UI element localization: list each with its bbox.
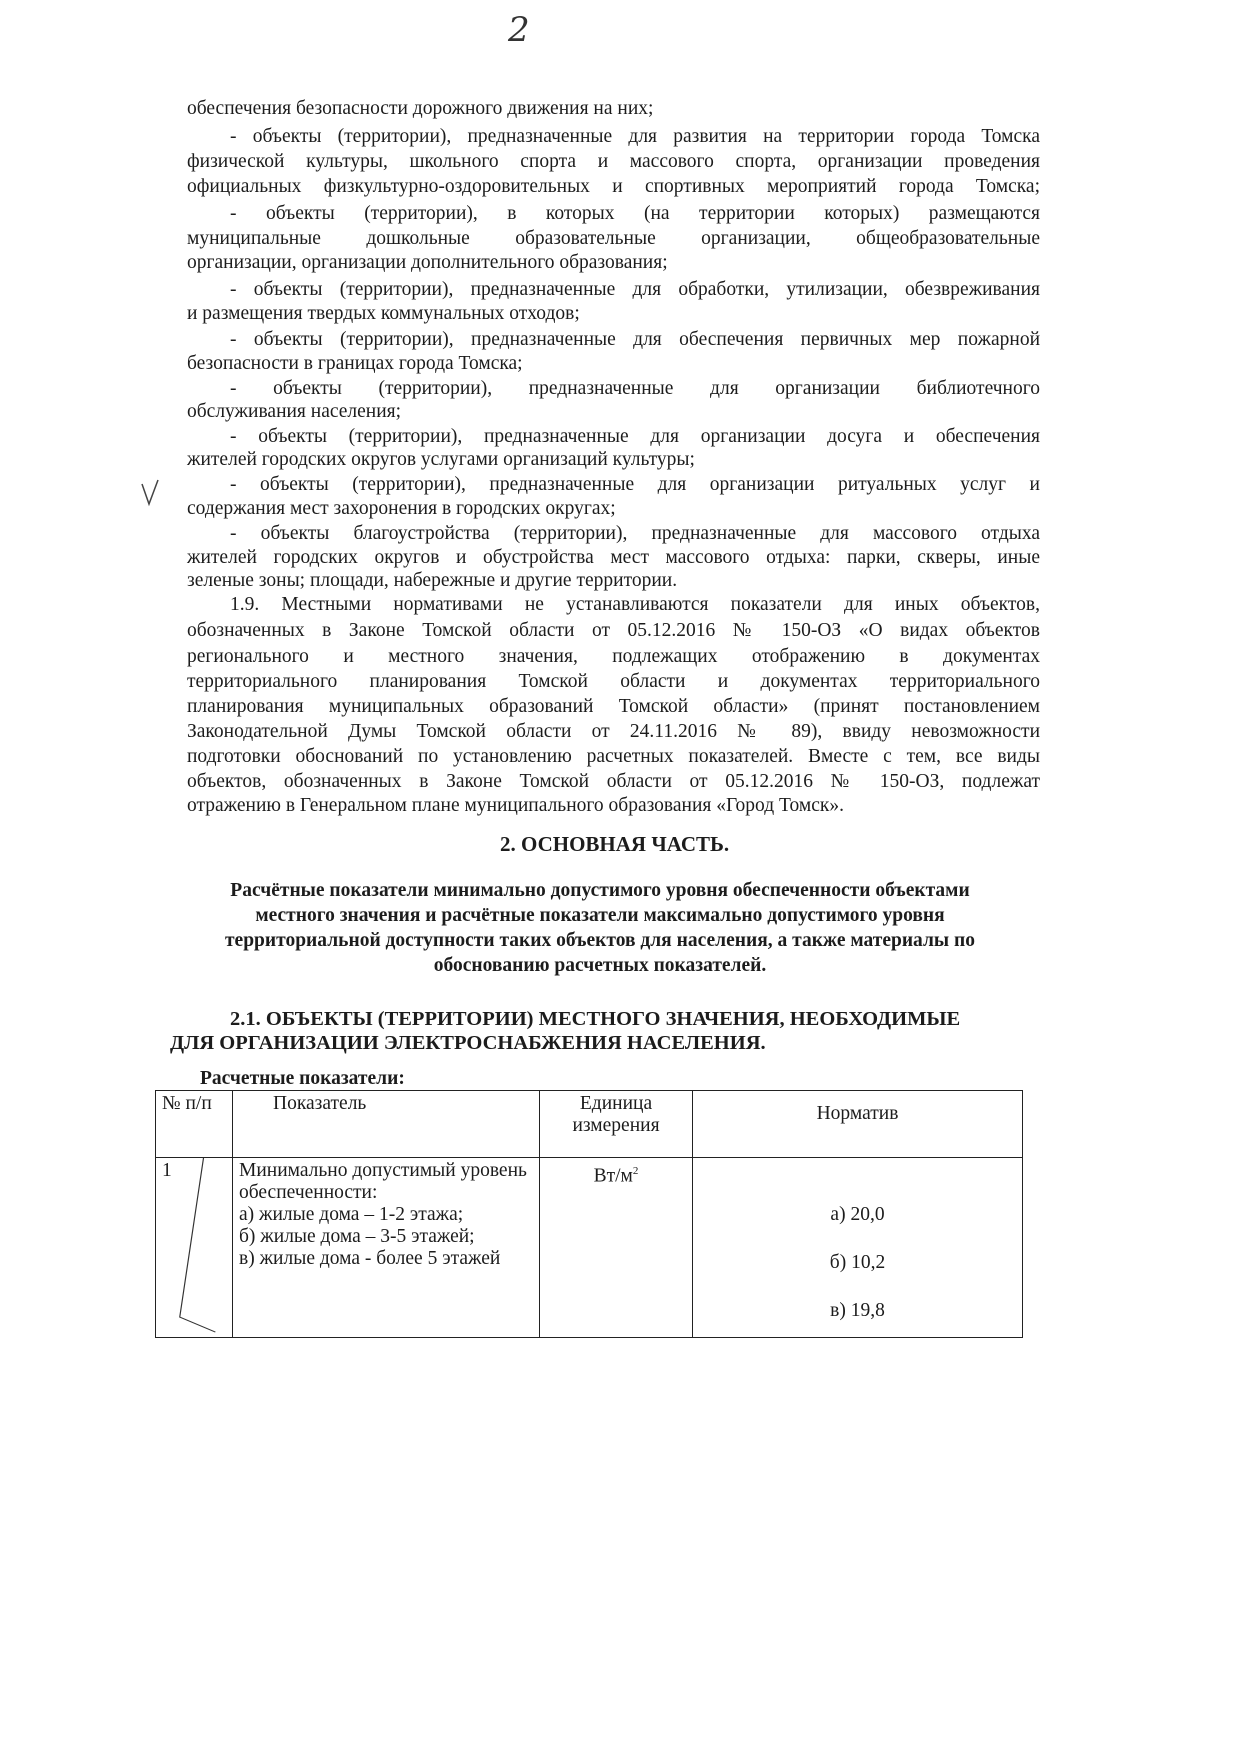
table-caption: Расчетные показатели:	[200, 1068, 405, 1089]
body-line: обслуживания населения;	[187, 401, 402, 422]
body-line: планирования муниципальных образований Томской области» (принят постановлением	[187, 696, 1040, 717]
body-line: безопасности в границах города Томска;	[187, 353, 523, 374]
body-line: официальных физкультурно-оздоровительных и спортивных мероприятий города Томска;	[187, 176, 1040, 197]
row-number	[156, 1158, 233, 1338]
body-line: - объекты (территории), предназначенные для обработки, утилизации, обезвреживания	[230, 279, 1040, 300]
checkmark-icon	[140, 478, 160, 508]
indicator-c: в) жилые дома - более 5 этажей	[239, 1248, 501, 1269]
body-line: обеспечения безопасности дорожного движения на них;	[187, 98, 654, 119]
value-c: в) 19,8	[830, 1300, 885, 1321]
body-line: Законодательной Думы Томской области от 24.11.2016 № 89), ввиду невозможности	[187, 721, 1040, 742]
body-line: - объекты (территории), предназначенные для развития на территории города Томска	[230, 126, 1040, 147]
body-line: зеленые зоны; площади, набережные и другие территории.	[187, 570, 678, 591]
body-line: организации, организации дополнительного образования;	[187, 252, 668, 273]
body-line: регионального и местного значения, подлежащих отображению в документах	[187, 646, 1040, 667]
value-a: а) 20,0	[830, 1204, 885, 1225]
indicator-a: а) жилые дома – 1-2 этажа;	[239, 1204, 464, 1225]
body-line: объектов, обозначенных в Законе Томской области от 05.12.2016 № 150-ОЗ, подлежат	[187, 771, 1040, 792]
body-line: и размещения твердых коммунальных отходов;	[187, 303, 580, 324]
subsection-title-1: 2.1. ОБЪЕКТЫ (ТЕРРИТОРИИ) МЕСТНОГО ЗНАЧЕНИЯ, НЕОБХОДИМЫЕ	[230, 1008, 961, 1030]
strikethrough-diagonal	[156, 1158, 232, 1337]
indicator-b: б) жилые дома – 3-5 этажей;	[239, 1226, 475, 1247]
body-line: физической культуры, школьного спорта и массового спорта, организации проведения	[187, 151, 1040, 172]
body-line: муниципальные дошкольные образовательные организации, общеобразовательные	[187, 228, 1040, 249]
body-line: подготовки обоснований по установлению расчетных показателей. Вместе с тем, все виды	[187, 746, 1040, 767]
body-line: - объекты (территории), предназначенные для организации библиотечного	[230, 378, 1040, 399]
section-subtitle-2: местного значения и расчётные показатели максимально допустимого уровня	[255, 905, 945, 926]
row-values	[693, 1158, 1023, 1338]
body-line: - объекты (территории), предназначенные для организации досуга и обеспечения	[230, 426, 1040, 447]
unit-superscript: 2	[632, 1165, 639, 1177]
row-number-label: 1	[162, 1160, 172, 1181]
handwritten-page-number: 2	[508, 10, 530, 50]
header-number	[156, 1091, 233, 1158]
section-subtitle-3: территориальной доступности таких объектов для населения, а также материалы по	[224, 930, 976, 951]
body-line: территориального планирования Томской области и документах территориального	[187, 671, 1040, 692]
indicator-heading: Минимально допустимый уровень обеспеченности:	[239, 1160, 527, 1203]
header-unit: Единица измерения	[540, 1091, 693, 1158]
body-line: содержания мест захоронения в городских округах;	[187, 498, 616, 519]
header-norm: Норматив	[693, 1091, 1023, 1158]
subsection-title-2: ДЛЯ ОРГАНИЗАЦИИ ЭЛЕКТРОСНАБЖЕНИЯ НАСЕЛЕНИЯ.	[170, 1032, 766, 1054]
unit-text: Вт/м	[593, 1165, 633, 1187]
body-line: жителей городских округов услугами организаций культуры;	[187, 449, 695, 470]
header-indicator: Показатель	[233, 1091, 540, 1158]
body-line: - объекты (территории), в которых (на территории которых) размещаются	[230, 203, 1040, 224]
body-line: - объекты благоустройства (территории), предназначенные для массового отдыха	[230, 523, 1040, 544]
header-number-label: № п/п	[162, 1093, 212, 1114]
body-line: - объекты (территории), предназначенные для обеспечения первичных мер пожарной	[230, 329, 1040, 350]
section-title: 2. ОСНОВНАЯ ЧАСТЬ.	[500, 832, 730, 856]
row-indicator	[233, 1158, 540, 1338]
body-line: - объекты (территории), предназначенные для организации ритуальных услуг и	[230, 474, 1040, 495]
body-line: обозначенных в Законе Томской области от 05.12.2016 № 150-ОЗ «О видах объектов	[187, 620, 1040, 641]
indicators-table	[155, 1090, 1023, 1338]
value-b: б) 10,2	[829, 1252, 886, 1273]
body-line: жителей городских округов и обустройства мест массового отдыха: парки, скверы, иные	[187, 547, 1040, 568]
section-subtitle-1: Расчётные показатели минимально допустимого уровня обеспеченности объектами	[230, 880, 970, 901]
table-row	[156, 1158, 1023, 1338]
row-unit	[540, 1158, 693, 1338]
section-subtitle-4: обоснованию расчетных показателей.	[433, 955, 767, 976]
body-line: 1.9. Местными нормативами не устанавливаются показатели для иных объектов,	[230, 594, 1040, 615]
body-line: отражению в Генеральном плане муниципального образования «Город Томск».	[187, 795, 844, 816]
table-header-row	[156, 1091, 1023, 1158]
